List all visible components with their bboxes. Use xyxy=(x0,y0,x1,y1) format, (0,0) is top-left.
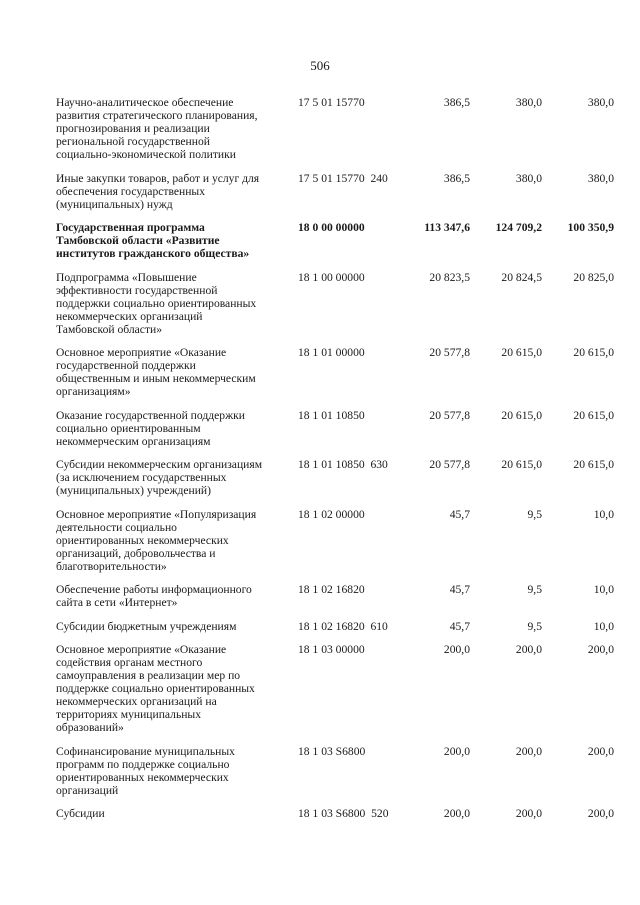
row-code: 17 5 01 15770 xyxy=(298,96,365,109)
row-code: 18 1 02 16820 610 xyxy=(298,619,388,633)
row-value-2: 200,0 xyxy=(515,807,542,820)
row-name-line: Основное мероприятие «Оказание xyxy=(56,643,227,656)
row-name-line: деятельности социально xyxy=(56,520,177,534)
row-name-line: территориях муниципальных xyxy=(56,708,202,721)
table-row xyxy=(0,583,640,620)
row-name-line: Подпрограмма «Повышение xyxy=(56,270,197,284)
row-value-2: 20 824,5 xyxy=(501,270,542,284)
row-value-3: 380,0 xyxy=(587,96,614,109)
row-value-1: 45,7 xyxy=(449,619,470,633)
row-value-3: 200,0 xyxy=(587,643,614,656)
row-value-2: 380,0 xyxy=(515,96,542,109)
row-value-2: 200,0 xyxy=(515,643,542,656)
table-row xyxy=(0,346,640,409)
row-name-line: поддержки социально ориентированных xyxy=(56,296,257,310)
row-name-line: социально-экономической политики xyxy=(56,148,236,161)
row-value-2: 9,5 xyxy=(527,619,542,633)
page-number: 506 xyxy=(310,58,330,73)
row-name-line: некоммерческих организаций xyxy=(56,309,203,323)
row-name xyxy=(56,583,294,609)
row-code: 18 0 00 00000 xyxy=(298,221,365,234)
row-value-3: 200,0 xyxy=(587,744,614,758)
row-name-line: общественным и иным некоммерческим xyxy=(56,372,256,385)
row-name-line: организаций xyxy=(56,783,119,797)
row-value-1: 45,7 xyxy=(449,507,470,521)
row-value-2: 124 709,2 xyxy=(495,221,542,234)
row-value-1: 200,0 xyxy=(443,807,470,820)
row-value-2: 380,0 xyxy=(515,171,542,185)
row-value-3: 100 350,9 xyxy=(567,221,614,234)
row-name-line: эффективности государственной xyxy=(56,283,218,297)
row-name xyxy=(56,96,294,161)
table-row xyxy=(0,620,640,644)
row-name-line: (муниципальных) нужд xyxy=(56,197,173,211)
row-name-line: программ по поддержке социально xyxy=(56,757,230,771)
row-name xyxy=(56,172,294,211)
row-code: 18 1 03 00000 xyxy=(298,643,365,656)
row-code: 18 1 02 16820 xyxy=(298,583,365,596)
row-name-line: некоммерческих организаций на xyxy=(56,695,217,708)
row-name xyxy=(56,643,294,734)
row-name-line: государственной поддержки xyxy=(56,359,196,372)
row-value-2: 20 615,0 xyxy=(501,346,542,359)
row-name-line: некоммерческим организациям xyxy=(56,434,211,448)
row-value-2: 20 615,0 xyxy=(501,458,542,471)
row-value-1: 20 577,8 xyxy=(429,346,470,359)
row-name xyxy=(56,508,294,573)
row-name xyxy=(56,458,294,497)
budget-table xyxy=(0,96,640,831)
row-value-3: 20 825,0 xyxy=(573,270,614,284)
row-value-1: 200,0 xyxy=(443,744,470,758)
row-name-line: обеспечения государственных xyxy=(56,184,206,198)
row-name-line: благотворительности» xyxy=(56,559,167,573)
row-name xyxy=(56,620,294,633)
row-code: 18 1 00 00000 xyxy=(298,270,365,284)
row-name xyxy=(56,745,294,797)
row-value-3: 20 615,0 xyxy=(573,408,614,422)
row-name-line: Софинансирование муниципальных xyxy=(56,744,235,758)
row-name xyxy=(56,221,294,260)
row-name-line: сайта в сети «Интернет» xyxy=(56,596,178,609)
row-value-3: 20 615,0 xyxy=(573,346,614,359)
table-row xyxy=(0,409,640,459)
row-value-1: 20 823,5 xyxy=(429,270,470,284)
row-code: 18 1 01 10850 xyxy=(298,408,365,422)
table-row xyxy=(0,508,640,584)
row-name-line: ориентированных некоммерческих xyxy=(56,533,229,547)
row-name-line: Тамбовской области» xyxy=(56,322,163,336)
row-name-line: Основное мероприятие «Оказание xyxy=(56,346,227,359)
row-code: 18 1 01 00000 xyxy=(298,346,365,359)
row-value-1: 386,5 xyxy=(443,96,470,109)
row-name-line: Субсидии xyxy=(56,807,105,820)
row-value-1: 20 577,8 xyxy=(429,458,470,471)
row-name-line: Научно-аналитическое обеспечение xyxy=(56,96,234,109)
table-row xyxy=(0,271,640,347)
row-name-line: Иные закупки товаров, работ и услуг для xyxy=(56,171,260,185)
row-name xyxy=(56,807,294,820)
row-value-1: 113 347,6 xyxy=(424,221,470,234)
table-row xyxy=(0,172,640,222)
row-code: 18 1 01 10850 630 xyxy=(298,458,388,471)
row-name xyxy=(56,271,294,336)
table-row xyxy=(0,643,640,745)
row-value-2: 20 615,0 xyxy=(501,408,542,422)
row-value-2: 200,0 xyxy=(515,744,542,758)
row-code: 18 1 03 S6800 xyxy=(298,744,366,758)
row-name-line: Государственная программа xyxy=(56,221,205,234)
row-value-1: 20 577,8 xyxy=(429,408,470,422)
row-value-1: 386,5 xyxy=(443,171,470,185)
row-name-line: содействия органам местного xyxy=(56,656,203,669)
table-row xyxy=(0,745,640,808)
row-name-line: поддержке социально ориентированных xyxy=(56,682,255,695)
row-name-line: ориентированных некоммерческих xyxy=(56,770,229,784)
row-name-line: Тамбовской области «Развитие xyxy=(56,234,220,247)
row-name-line: институтов гражданского общества» xyxy=(56,247,250,260)
row-name-line: Субсидии бюджетным учреждениям xyxy=(56,619,237,633)
row-code: 18 1 03 S6800 520 xyxy=(298,807,389,820)
row-code: 17 5 01 15770 240 xyxy=(298,171,388,185)
row-name-line: организаций, добровольчества и xyxy=(56,546,216,560)
table-row xyxy=(0,221,640,271)
row-name-line: (за исключением государственных xyxy=(56,471,227,484)
row-code: 18 1 02 00000 xyxy=(298,507,365,521)
row-value-3: 200,0 xyxy=(587,807,614,820)
row-name xyxy=(56,409,294,448)
row-name-line: Обеспечение работы информационного xyxy=(56,583,252,596)
row-name-line: образований» xyxy=(56,721,124,734)
row-name xyxy=(56,346,294,398)
row-name-line: организациям» xyxy=(56,385,131,398)
table-row xyxy=(0,458,640,508)
row-value-3: 10,0 xyxy=(593,507,614,521)
row-name-line: самоуправления в реализации мер по xyxy=(56,669,241,682)
row-name-line: социально ориентированным xyxy=(56,421,201,435)
table-row xyxy=(0,807,640,831)
row-value-3: 20 615,0 xyxy=(573,458,614,471)
row-name-line: развития стратегического планирования, xyxy=(56,109,258,122)
row-name-line: региональной государственной xyxy=(56,135,210,148)
row-value-3: 380,0 xyxy=(587,171,614,185)
table-row xyxy=(0,96,640,172)
row-name-line: (муниципальных) учреждений) xyxy=(56,484,211,497)
row-value-1: 200,0 xyxy=(443,643,470,656)
row-name-line: Субсидии некоммерческим организациям xyxy=(56,458,263,471)
row-value-2: 9,5 xyxy=(527,583,542,596)
row-value-1: 45,7 xyxy=(449,583,470,596)
row-name-line: прогнозирования и реализации xyxy=(56,122,210,135)
row-name-line: Оказание государственной поддержки xyxy=(56,408,245,422)
row-value-3: 10,0 xyxy=(593,619,614,633)
row-value-3: 10,0 xyxy=(593,583,614,596)
row-name-line: Основное мероприятие «Популяризация xyxy=(56,507,257,521)
row-value-2: 9,5 xyxy=(527,507,542,521)
